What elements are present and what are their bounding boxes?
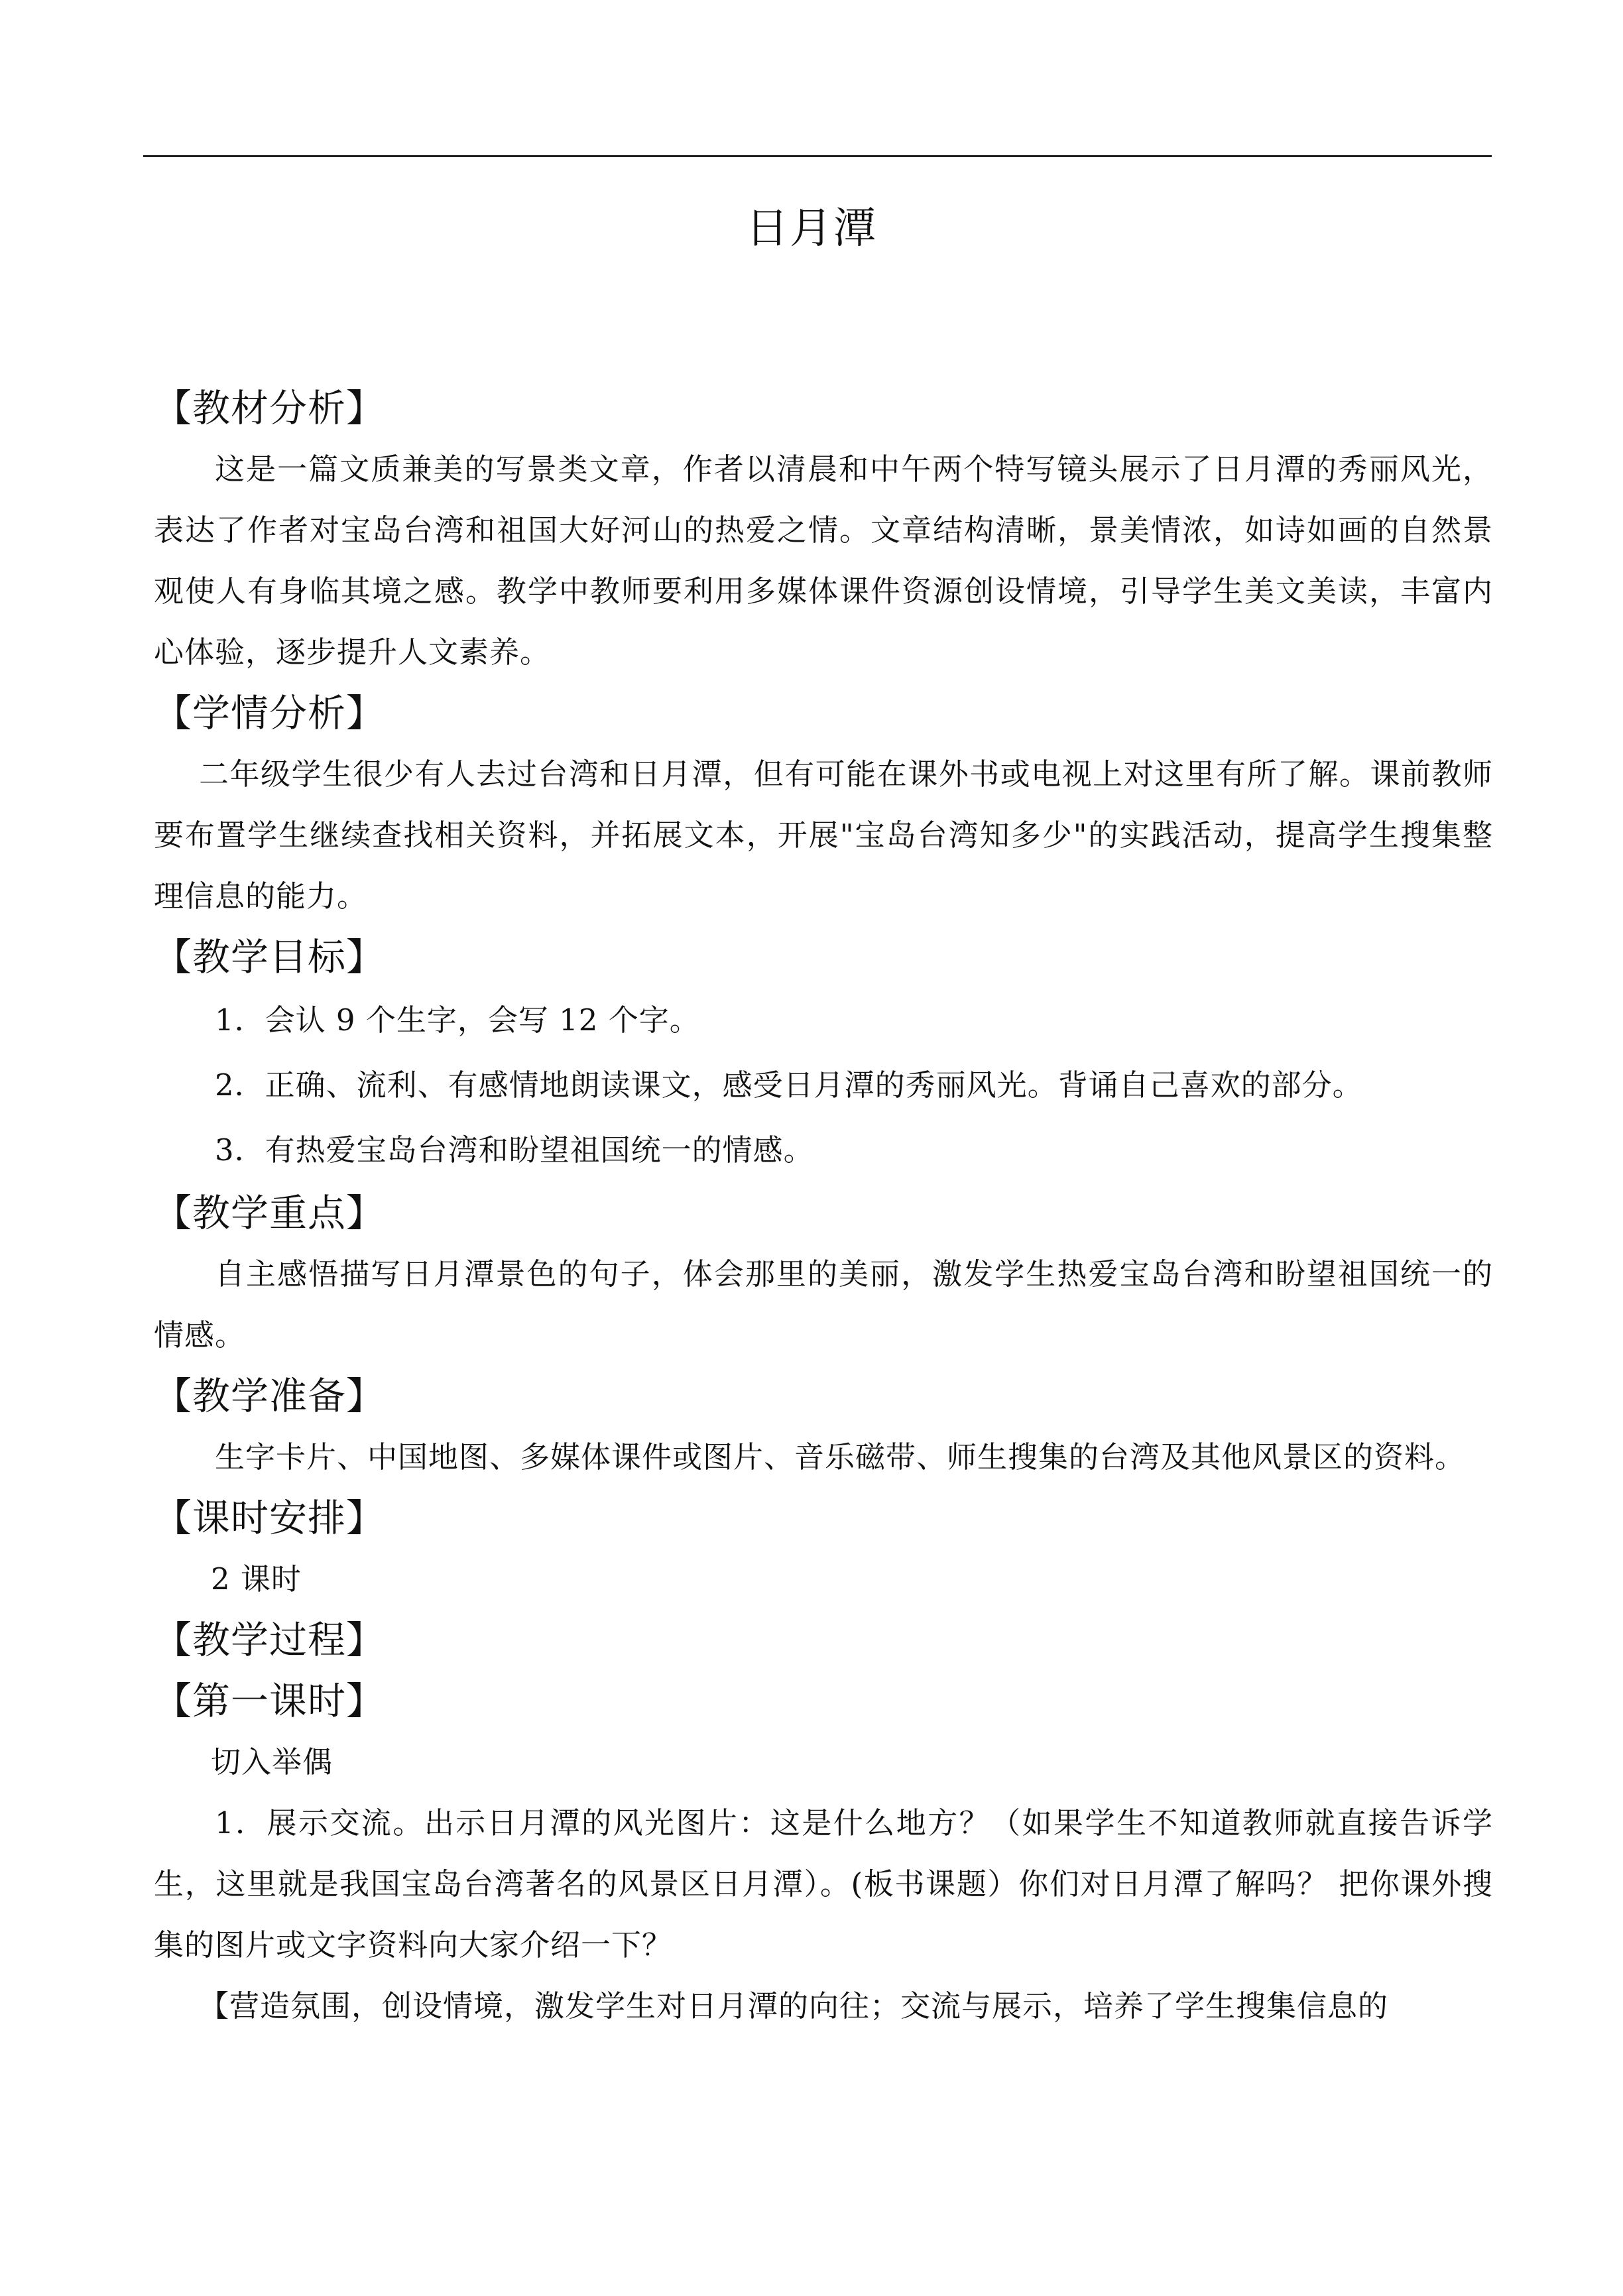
lesson-one-note: 【营造氛围，创设情境，激发学生对日月潭的向往；交流与展示，培养了学生搜集信息的 (199, 1988, 1389, 2024)
heading-teaching-goals: 【教学目标】 (154, 936, 385, 979)
lesson-one-intro: 切入举偶 (211, 1744, 333, 1780)
paragraph-preparation: 生字卡片、中国地图、多媒体课件或图片、音乐磁带、师生搜集的台湾及其他风景区的资料。 (215, 1439, 1466, 1475)
paragraph-student-analysis: 二年级学生很少有人去过台湾和日月潭，但有可能在课外书或电视上对这里有所了解。课前教师要布置学生继续查找相关资料，并拓展文本，开展"宝岛台湾知多少"的实践活动，提高学生搜集整理信息的能力。 (154, 756, 1493, 914)
heading-schedule: 【课时安排】 (154, 1496, 385, 1540)
document-body (154, 378, 1493, 2037)
lesson-one-step-1: 1．展示交流。出示日月潭的风光图片：这是什么地方？（如果学生不知道教师就直接告诉学生，这里就是我国宝岛台湾著名的风景区日月潭）。(板书课题）你们对日月潭了解吗？ 把你课外搜集的图片或文字资料向大家介绍一下？ (154, 1805, 1493, 1963)
goal-item: 2．正确、流利、有感情地朗读课文，感受日月潭的秀丽风光。背诵自己喜欢的部分。 (215, 1067, 1363, 1103)
goal-item: 1．会认 9 个生字，会写 12 个字。 (215, 1002, 700, 1038)
goal-item: 3．有热爱宝岛台湾和盼望祖国统一的情感。 (215, 1132, 814, 1168)
header-rule (143, 155, 1492, 157)
paragraph-materials-analysis: 这是一篇文质兼美的写景类文章，作者以清晨和中午两个特写镜头展示了日月潭的秀丽风光，表达了作者对宝岛台湾和祖国大好河山的热爱之情。文章结构清晰，景美情浓，如诗如画的自然景观使人有身临其境之感。教学中教师要利用多媒体课件资源创设情境，引导学生美文美读，丰富内心体验，逐步提升人文素养。 (154, 452, 1493, 670)
heading-process: 【教学过程】 (154, 1618, 385, 1662)
heading-key-points: 【教学重点】 (154, 1191, 385, 1235)
heading-student-analysis: 【学情分析】 (154, 692, 385, 735)
schedule-value: 2 课时 (211, 1561, 302, 1597)
document-title: 日月潭 (746, 204, 877, 253)
paragraph-key-points: 自主感悟描写日月潭景色的句子，体会那里的美丽，激发学生热爱宝岛台湾和盼望祖国统一的情感。 (154, 1256, 1493, 1353)
heading-lesson-one: 【第一课时】 (154, 1679, 385, 1723)
heading-preparation: 【教学准备】 (154, 1374, 385, 1418)
heading-materials-analysis: 【教材分析】 (154, 387, 385, 430)
